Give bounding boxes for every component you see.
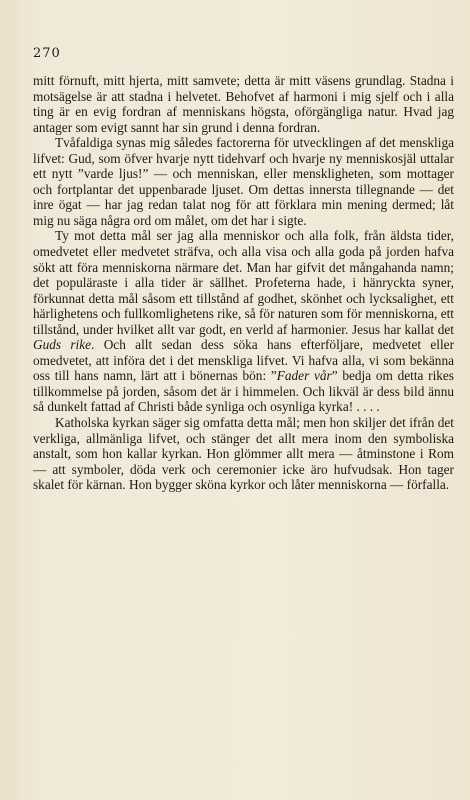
body-text	[33, 73, 454, 493]
italic-text: Guds rike	[33, 337, 92, 353]
text-run: ” bedja om detta rikes tillkommelse på jorden, såsom det är i himmelen. Och likväl är dess bild ännu så dunkelt fattad af Christi både synliga och osynliga kyrka! . . . .	[33, 368, 454, 415]
italic-text: Fader vår	[276, 368, 332, 384]
paragraph	[33, 228, 454, 415]
text-run: . Och allt sedan dess söka hans efterföljare, medvetet eller omedvetet, att införa det i det menskliga lifvet. Vi hafva alla, vi som bekänna oss till hans namn, lärt att i bönernas bön: ”	[33, 337, 454, 384]
page-number: 270	[33, 46, 61, 61]
paragraph	[33, 135, 454, 228]
text-run: Ty mot detta mål ser jag alla menniskor och alla folk, från äldsta tider, omedvetet eller medvetet sträfva, och alla visa och alla goda på jorden hafva sökt att föra menniskorna närmare det. Man har gifvit det mångahanda namn; det populäraste i alla tider är sällhet. Profeterna hade, i hänryckta syner, förkunnat detta mål såsom ett tillstånd af godhet, skönhet och lycksalighet, ett härlighetens och fullkomlighetens rike, så för naturen som för menniskorna, ett tillstånd, under hvilket allt var godt, en verld af harmonier. Jesus har kallat det	[33, 228, 454, 337]
text-run: Katholska kyrkan säger sig omfatta detta mål; men hon skiljer det ifrån det verkliga, allmänliga lifvet, och stänger det allt mera inom den symboliska anstalt, som hon kallar kyrkan. Hon glömmer allt mera — åtminstone i Rom — att symboler, döda verk och ceremonier icke äro hufvudsak. Hon tager skalet för kärnan. Hon bygger sköna kyrkor och låter menniskorna — förfalla.	[33, 415, 454, 493]
paragraph	[33, 415, 454, 493]
paragraph	[33, 73, 454, 135]
text-run: mitt förnuft, mitt hjerta, mitt samvete; detta är mitt väsens grundlag. Stadna i motsägelse är att stadna i helvetet. Behofvet af harmoni i mig sjelf och i alla ting är en evig fordran af menniskans högsta, oförgängliga natur. Hvad jag antager som evigt sannt har sin grund i denna fordran.	[33, 73, 454, 135]
text-run: Tvåfaldiga synas mig således factorerna för utvecklingen af det menskliga lifvet: Gud, som öfver hvarje nytt tidehvarf och hvarje ny menniskosjäl uttalar ett nytt ”varde ljus!” — och menniskan, eller menskligheten, som mottager och fortplantar det uppenbarade ljuset. Om dettas innersta tillegnande — det inre ögat — har jag redan talat nog för att förklara min mening dermed; låt mig nu säga några ord om målet, om det har i sigte.	[33, 135, 454, 228]
